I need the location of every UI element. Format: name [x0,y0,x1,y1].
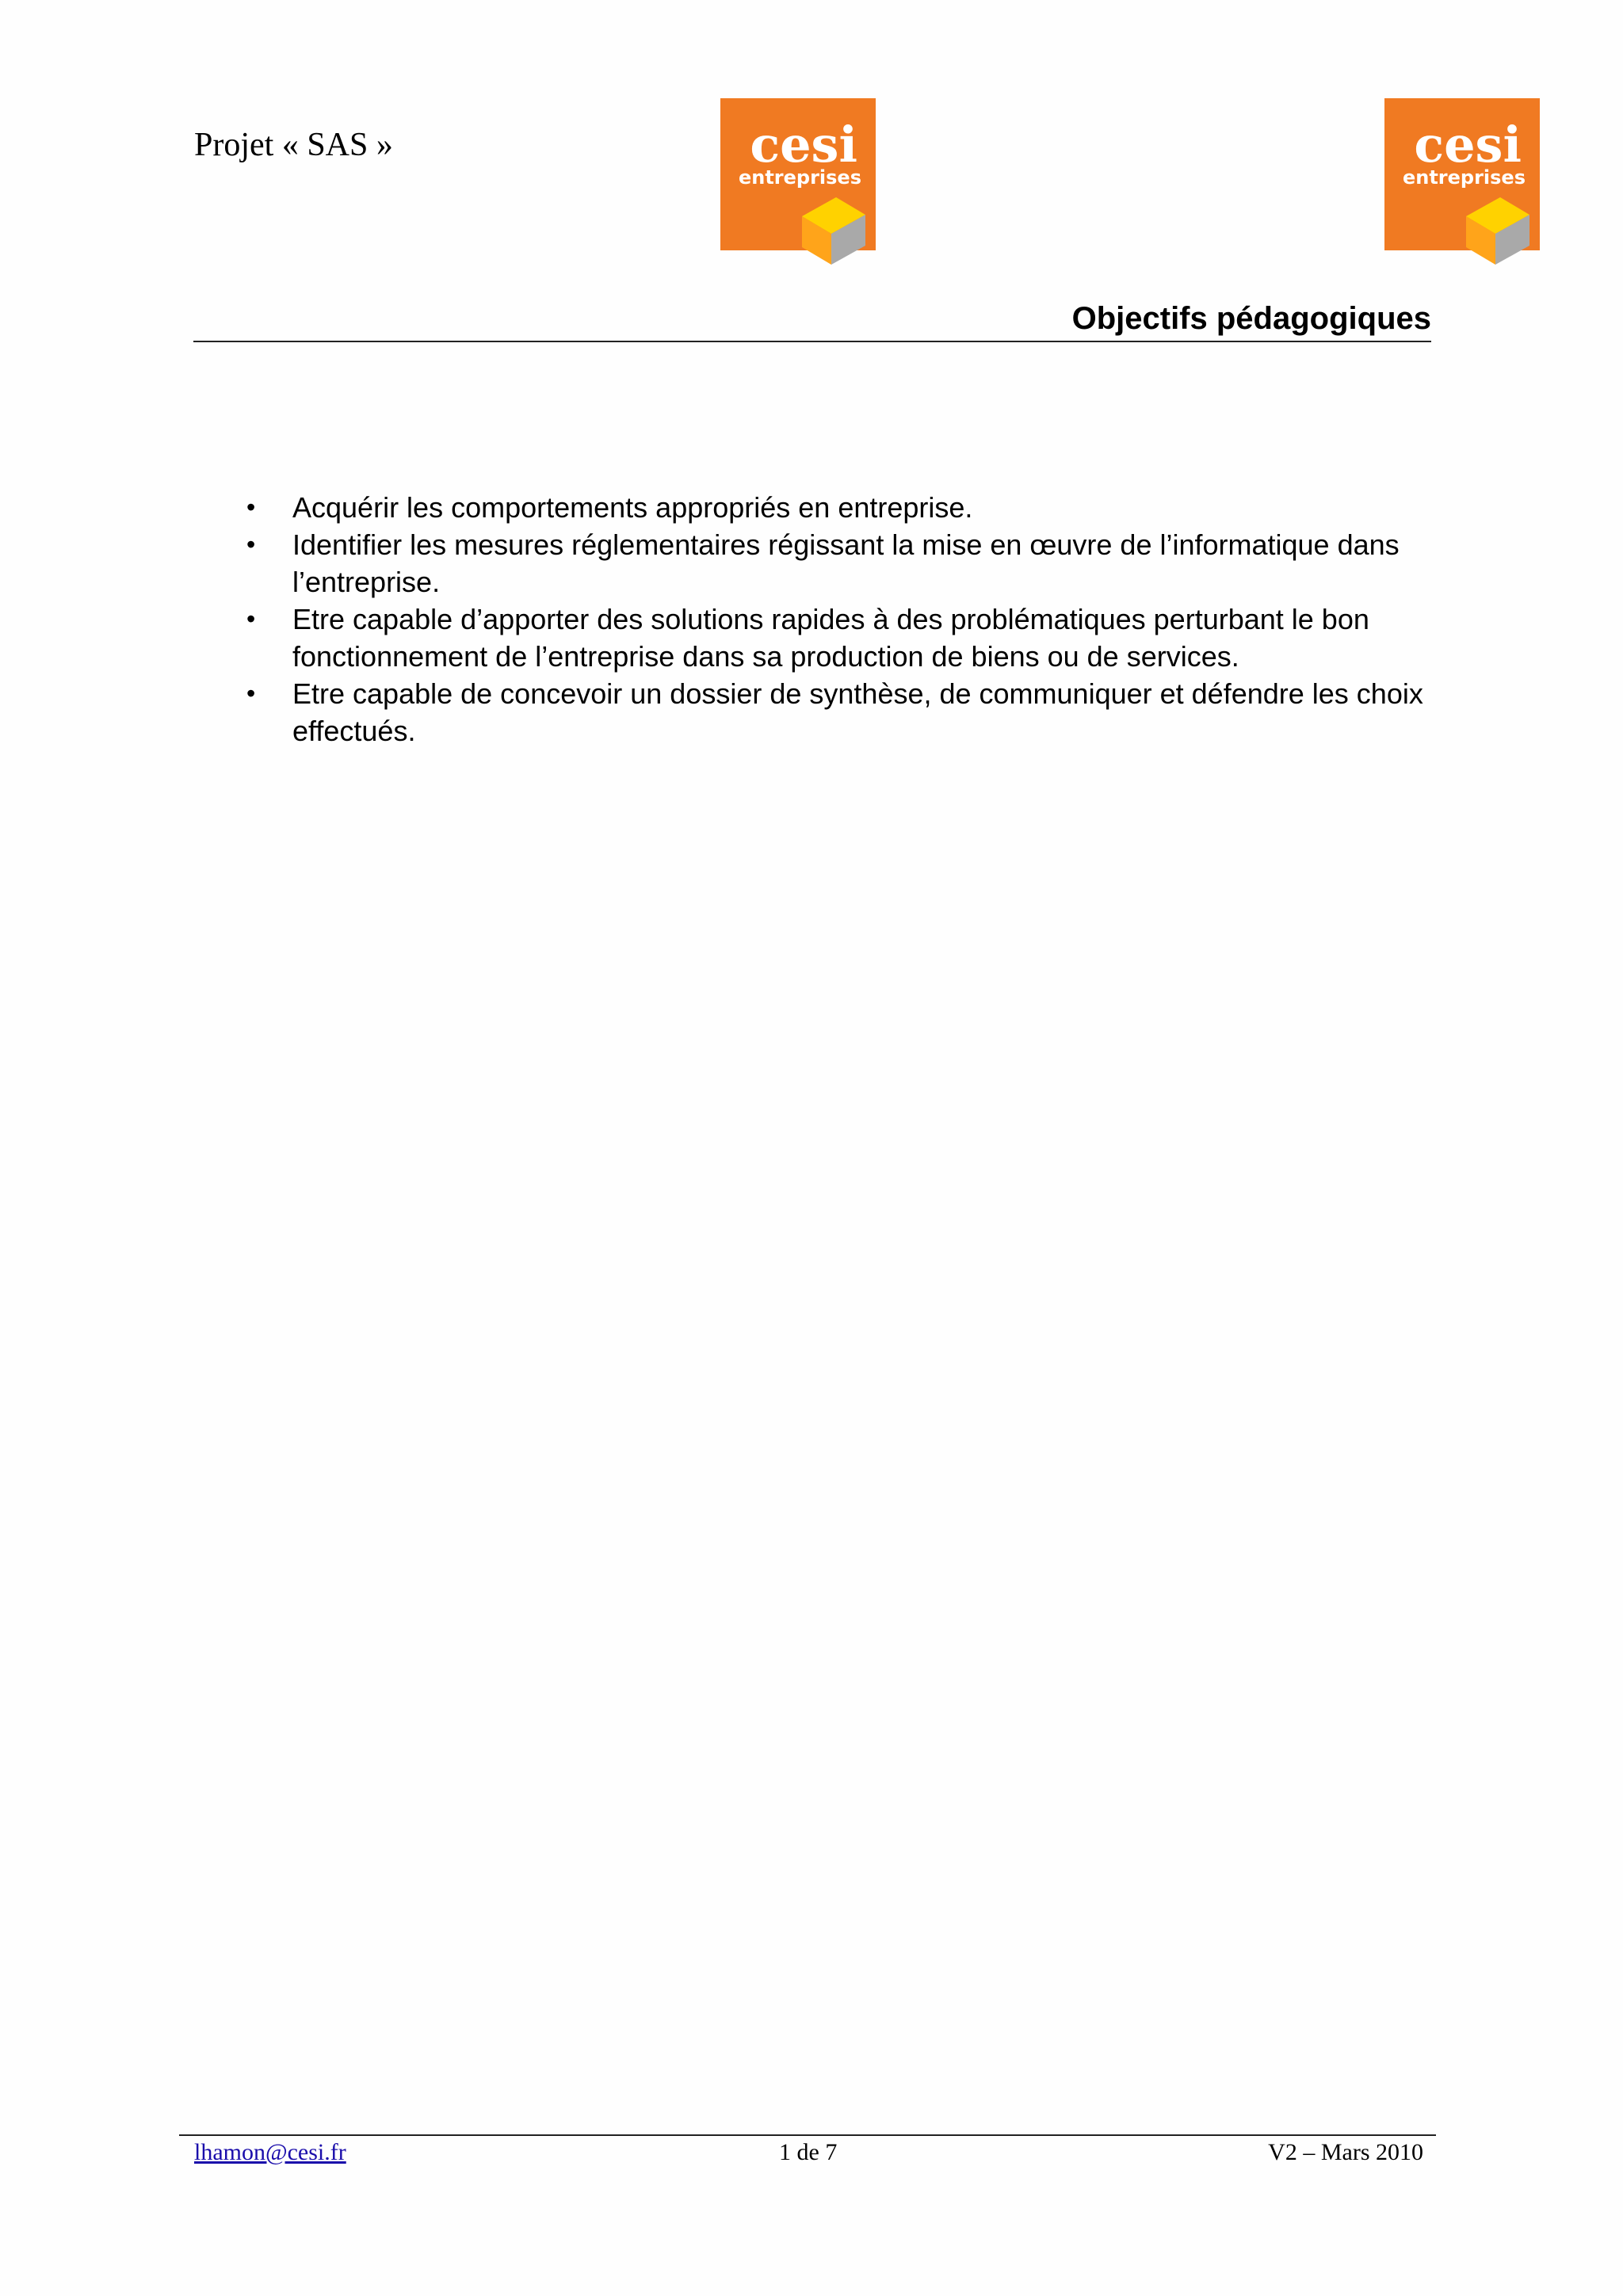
list-item-text: Identifier les mesures réglementaires régissant la mise en œuvre de l’informatique dans l’entreprise. [292,528,1400,598]
list-item [238,601,1442,675]
logo-text-entreprises: entreprises [738,166,861,189]
version-date: V2 – Mars 2010 [1268,2139,1423,2165]
footer-divider [179,2134,1436,2136]
bullet-icon: • [246,493,256,521]
cesi-logo-graphic [720,98,876,265]
list-item [238,489,1442,526]
logo-text-cesi: cesi [750,116,857,174]
list-item-text: Acquérir les comportements appropriés en entreprise. [292,491,973,524]
footer-email-link[interactable]: lhamon@cesi.fr [194,2139,346,2165]
bullet-icon: • [246,679,256,707]
bullet-icon: • [246,530,256,559]
bullet-icon: • [246,605,256,633]
page-number: 1 de 7 [779,2139,838,2165]
list-item [238,526,1442,601]
logo-text-entreprises: entreprises [1402,166,1526,189]
list-item [238,675,1442,749]
header-divider [193,341,1431,342]
cesi-logo-graphic [1384,98,1540,265]
list-item-text: Etre capable de concevoir un dossier de synthèse, de communiquer et défendre les choix effectués. [292,677,1423,747]
section-title: Objectifs pédagogiques [1071,301,1431,336]
objectives-list [238,489,1442,749]
list-item-text: Etre capable d’apporter des solutions rapides à des problématiques perturbant le bon fonctionnement de l’entreprise dans sa production de biens ou de services. [292,603,1369,673]
cesi-entreprises-logo [1384,98,1540,265]
cesi-entreprises-logo [720,98,876,265]
logo-text-cesi: cesi [1414,116,1522,174]
project-title: Projet « SAS » [194,127,393,163]
